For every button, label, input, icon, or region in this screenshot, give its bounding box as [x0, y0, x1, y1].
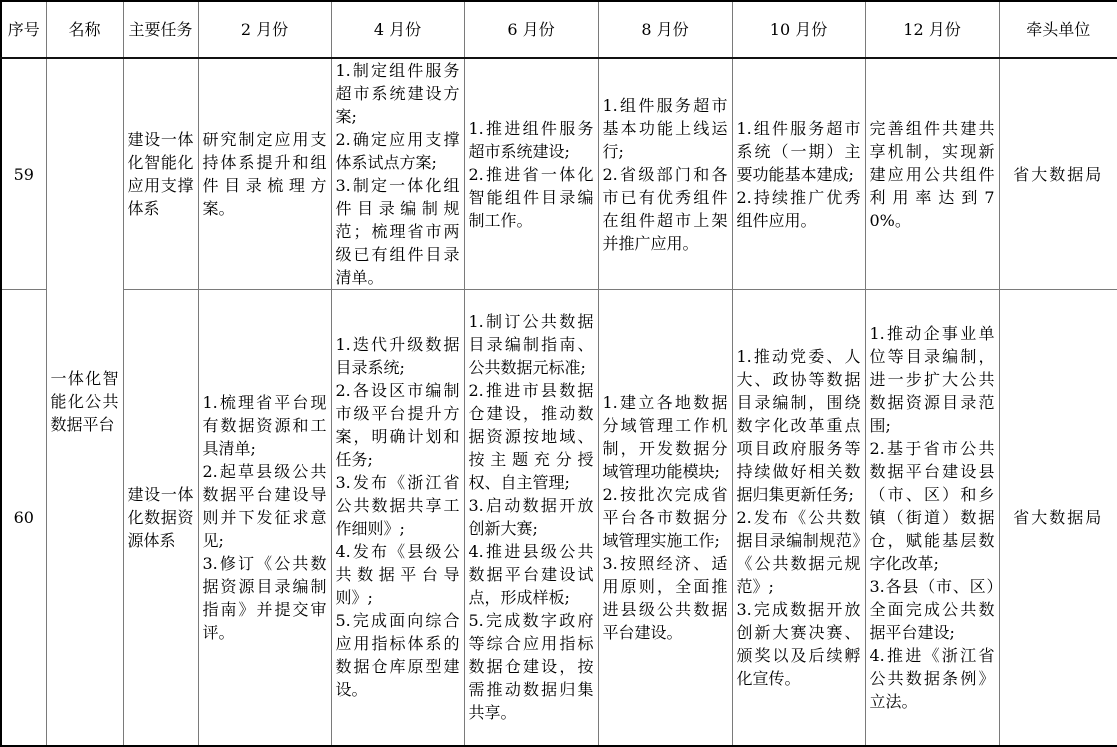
task-item: 3.各县（市、区）全面完成公共数据平台建设; — [869, 576, 995, 642]
cell-59-seq: 59 — [1, 58, 46, 290]
task-item: 2.按批次完成省平台各市数据分域管理实施工作; — [602, 484, 728, 550]
task-item: 5.完成数字政府等综合应用指标数据仓建设，按需推动数据归集共享。 — [468, 611, 594, 723]
task-item: 2.发布《公共数据目录编制规范》《公共数据元规范》; — [736, 507, 861, 596]
task-item: 1.制定组件服务超市系统建设方案; — [335, 61, 460, 126]
header-aug: 8 月份 — [598, 1, 732, 58]
header-main-task: 主要任务 — [123, 1, 198, 58]
task-item: 1.制订公共数据目录编制指南、公共数据元标准; — [468, 312, 594, 378]
cell-59-apr — [331, 58, 464, 290]
task-item: 1.组件服务超市基本功能上线运行; — [602, 95, 728, 161]
task-item: 2.持续推广优秀组件应用。 — [736, 187, 861, 230]
cell-60-task: 建设一体化数据资源体系 — [123, 290, 198, 746]
task-item: 3.按照经济、适用原则，全面推进县级公共数据平台建设。 — [602, 553, 728, 642]
task-item: 1.推进组件服务超市系统建设; — [468, 118, 594, 161]
table-row-60 — [1, 290, 1117, 746]
task-item: 2.省级部门和各市已有优秀组件在组件超市上架并推广应用。 — [602, 164, 728, 253]
cell-59-aug — [598, 58, 732, 290]
task-item: 4.推进《浙江省公共数据条例》立法。 — [869, 645, 995, 711]
cell-59-task: 建设一体化智能化应用支撑体系 — [123, 58, 198, 290]
task-item: 4.推进县级公共数据平台建设试点，形成样板; — [468, 542, 594, 608]
cell-60-oct — [732, 290, 865, 746]
task-item: 2.各设区市编制市级平台提升方案，明确计划和任务; — [335, 381, 460, 470]
task-item: 1.推动党委、人大、政协等数据目录编制，围绕数字化改革重点项目政府服务等持续做好相关数据归集更新任务; — [736, 346, 861, 504]
task-item: 2.基于省市公共数据平台建设县（市、区）和乡镇（街道）数据仓，赋能基层数字化改革; — [869, 438, 995, 573]
task-item: 1.建立各地数据分域管理工作机制，开发数据分域管理功能模块; — [602, 392, 728, 481]
task-item: 3.发布《浙江省公共数据共享工作细则》; — [335, 473, 460, 539]
cell-59-oct — [732, 58, 865, 290]
task-item: 3.启动数据开放创新大赛; — [468, 496, 594, 539]
cell-60-feb — [198, 290, 331, 746]
cell-59-jun — [464, 58, 598, 290]
task-item: 5.完成面向综合应用指标体系的数据仓库原型建设。 — [335, 611, 460, 700]
task-item: 1.推动企事业单位等目录编制，进一步扩大公共数据资源目录范围; — [869, 323, 995, 435]
header-lead-unit: 牵头单位 — [999, 1, 1117, 58]
header-feb: 2 月份 — [198, 1, 331, 58]
task-item: 2.起草县级公共数据平台建设导则并下发征求意见; — [202, 461, 327, 550]
header-row — [1, 1, 1117, 58]
table-row-59 — [1, 58, 1117, 290]
header-apr: 4 月份 — [331, 1, 464, 58]
header-name: 名称 — [46, 1, 123, 58]
task-item: 3.制定一体化组件目录编制规范；梳理省市两级已有组件目录清单。 — [335, 176, 460, 287]
task-item: 1.迭代升级数据目录系统; — [335, 335, 460, 378]
task-item: 3.完成数据开放创新大赛决赛、颁奖以及后续孵化宣传。 — [736, 599, 861, 688]
cell-59-feb: 研究制定应用支持体系提升和组件目录梳理方案。 — [198, 58, 331, 290]
task-item: 4.发布《县级公共数据平台导则》; — [335, 542, 460, 608]
header-oct: 10 月份 — [732, 1, 865, 58]
task-item: 1.梳理省平台现有数据资源和工具清单; — [202, 392, 327, 458]
cell-60-dec — [865, 290, 999, 746]
header-jun: 6 月份 — [464, 1, 598, 58]
cell-60-jun — [464, 290, 598, 746]
cell-merged-name: 一体化智能化公共数据平台 — [46, 58, 123, 746]
cell-59-dec: 完善组件共建共享机制，实现新建应用公共组件利用率达到70%。 — [865, 58, 999, 290]
cell-60-apr — [331, 290, 464, 746]
task-item: 3.修订《公共数据资源目录编制指南》并提交审评。 — [202, 553, 327, 642]
cell-60-seq: 60 — [1, 290, 46, 746]
header-seq: 序号 — [1, 1, 46, 58]
cell-59-lead-unit: 省大数据局 — [999, 58, 1117, 290]
cell-60-lead-unit: 省大数据局 — [999, 290, 1117, 746]
task-item: 2.推进省一体化智能组件目录编制工作。 — [468, 164, 594, 230]
task-item: 2.确定应用支撑体系试点方案; — [335, 130, 460, 172]
cell-60-aug — [598, 290, 732, 746]
task-item: 1.组件服务超市系统（一期）主要功能基本建成; — [736, 118, 861, 184]
task-item: 2.推进市县数据仓建设，推动数据资源按地域、按主题充分授权、自主管理; — [468, 381, 594, 493]
header-dec: 12 月份 — [865, 1, 999, 58]
